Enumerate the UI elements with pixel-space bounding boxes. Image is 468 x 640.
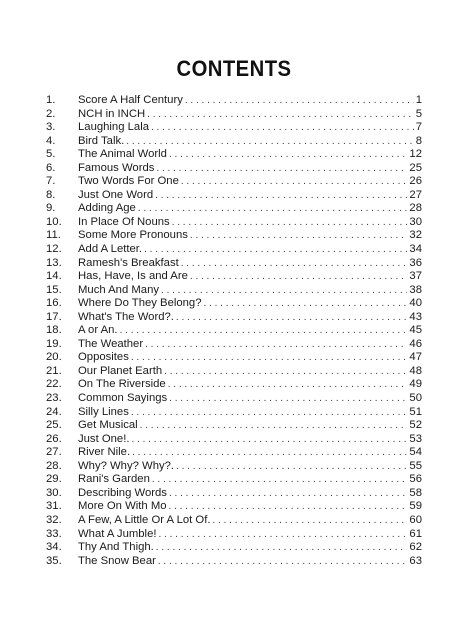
toc-entry-page-number: 1 (415, 94, 422, 106)
toc-entry-number: 16. (46, 297, 62, 310)
dot-leader (181, 257, 408, 271)
toc-entry-number: 10. (46, 215, 62, 228)
toc-entry-page-number: 37 (409, 270, 422, 283)
toc-entry-page-number: 58 (409, 486, 422, 499)
dot-leader (131, 406, 408, 420)
toc-entry-number: 20. (46, 351, 62, 364)
toc-entry-page-number: 28 (409, 202, 422, 215)
toc-entry-page-number: 27 (409, 188, 422, 201)
toc-entry-title: Bird Talk. (78, 134, 125, 147)
dot-leader (190, 270, 408, 284)
toc-entry-title: Common Sayings (78, 392, 168, 405)
toc-entry-page-number: 52 (409, 419, 422, 432)
toc-entry-title: Famous Words (78, 161, 155, 174)
toc-entry-page-number: 25 (409, 161, 422, 174)
toc-entry-page-number: 50 (409, 392, 422, 405)
toc-entry-page-number: 26 (409, 175, 422, 188)
toc-entry-page-number: 5 (415, 107, 422, 120)
toc-entry-title: Describing Words (78, 486, 167, 499)
dot-leader (152, 473, 408, 487)
toc-entry-title: What's The Word?. (78, 310, 174, 323)
toc-entry (46, 487, 422, 501)
toc-entry (46, 406, 422, 420)
toc-entry-page-number: 59 (409, 500, 422, 513)
dot-leader (156, 541, 408, 555)
toc-entry-number: 28. (46, 459, 62, 472)
toc-entry-title: The Animal World (78, 148, 167, 161)
toc-entry-number: 31. (46, 500, 62, 513)
toc-entry-number: 9. (46, 202, 56, 215)
toc-entry-page-number: 47 (409, 351, 422, 364)
dot-leader (138, 202, 408, 216)
toc-entry-number: 4. (46, 134, 56, 147)
dot-leader (126, 135, 413, 149)
toc-entry-title: A Few, A Little Or A Lot Of. (78, 513, 211, 526)
toc-entry-title: Just One Word (78, 188, 154, 201)
toc-entry (46, 433, 422, 447)
toc-entry-title: Much And Many (78, 283, 160, 296)
toc-entry (46, 324, 422, 338)
toc-entry-page-number: 54 (409, 446, 422, 459)
toc-entry (46, 229, 422, 243)
toc-entry-title: Rani's Garden (78, 473, 150, 486)
toc-entry-title: Add A Letter. (78, 243, 143, 256)
toc-entry-page-number: 12 (409, 148, 422, 161)
toc-entry-page-number: 56 (409, 473, 422, 486)
table-of-contents (46, 94, 422, 568)
toc-entry-page-number: 8 (415, 134, 422, 147)
toc-entry-page-number: 38 (409, 283, 422, 296)
toc-entry (46, 121, 422, 135)
dot-leader (131, 351, 408, 365)
toc-entry-title: Our Planet Earth (78, 364, 163, 377)
dot-leader (144, 243, 407, 257)
toc-entry-number: 15. (46, 283, 62, 296)
toc-entry-title: Silly Lines (78, 405, 129, 418)
toc-entry-page-number: 46 (409, 337, 422, 350)
dot-leader (172, 216, 408, 230)
toc-entry-title: Has, Have, Is and Are (78, 270, 188, 283)
toc-entry-number: 1. (46, 94, 56, 106)
toc-entry-number: 34. (46, 541, 62, 554)
toc-entry-number: 13. (46, 256, 62, 269)
toc-entry-number: 7. (46, 175, 56, 188)
toc-entry (46, 541, 422, 555)
dot-leader (158, 555, 408, 569)
toc-entry-title: Score A Half Century (78, 94, 183, 106)
toc-entry-number: 24. (46, 405, 62, 418)
toc-entry (46, 175, 422, 189)
toc-entry (46, 460, 422, 474)
toc-entry (46, 446, 422, 460)
toc-entry-number: 11. (46, 229, 61, 242)
toc-entry (46, 555, 422, 569)
toc-entry-number: 23. (46, 392, 62, 405)
dot-leader (169, 500, 408, 514)
toc-entry-page-number: 7 (415, 121, 422, 134)
toc-entry-title: On The Riverside (78, 378, 166, 391)
toc-entry (46, 365, 422, 379)
toc-entry-number: 18. (46, 324, 62, 337)
toc-entry-number: 29. (46, 473, 62, 486)
dot-leader (132, 433, 408, 447)
dot-leader (140, 419, 408, 433)
toc-entry-title: The Snow Bear (78, 554, 156, 567)
toc-entry (46, 243, 422, 257)
toc-entry-title: Where Do They Belong? (78, 297, 202, 310)
toc-entry-title: Thy And Thigh. (78, 541, 154, 554)
toc-entry-title: Ramesh's Breakfast (78, 256, 179, 269)
toc-entry (46, 419, 422, 433)
toc-entry-title: More On With Mo (78, 500, 167, 513)
toc-entry-title: Why? Why? Why?. (78, 459, 175, 472)
toc-entry-number: 8. (46, 188, 56, 201)
toc-entry-title: Adding Age (78, 202, 136, 215)
toc-entry (46, 500, 422, 514)
toc-entry-number: 30. (46, 486, 62, 499)
toc-entry-title: Laughing Lala (78, 121, 149, 134)
toc-entry-page-number: 48 (409, 364, 422, 377)
toc-entry-number: 19. (46, 337, 62, 350)
toc-entry-title: The Weather (78, 337, 144, 350)
toc-entry-page-number: 62 (409, 541, 422, 554)
dot-leader (176, 460, 407, 474)
toc-entry-page-number: 53 (409, 432, 422, 445)
toc-entry-number: 14. (46, 270, 62, 283)
toc-entry (46, 108, 422, 122)
toc-entry-number: 26. (46, 432, 62, 445)
toc-entry-number: 21. (46, 364, 62, 377)
toc-entry-title: Some More Pronouns (78, 229, 188, 242)
dot-leader (120, 324, 408, 338)
dot-leader (159, 528, 408, 542)
toc-entry-title: Get Musical (78, 419, 138, 432)
dot-leader (161, 284, 407, 298)
toc-entry (46, 351, 422, 365)
toc-entry (46, 284, 422, 298)
dot-leader (169, 392, 407, 406)
dot-leader (176, 311, 408, 325)
toc-entry-number: 32. (46, 513, 62, 526)
toc-entry-page-number: 61 (409, 527, 422, 540)
toc-entry-number: 22. (46, 378, 62, 391)
toc-entry (46, 270, 422, 284)
toc-entry (46, 473, 422, 487)
toc-entry-title: Two Words For One (78, 175, 179, 188)
toc-entry (46, 189, 422, 203)
toc-entry-page-number: 43 (409, 310, 422, 323)
toc-entry (46, 148, 422, 162)
toc-entry-title: A or An. (78, 324, 118, 337)
dot-leader (156, 162, 407, 176)
toc-entry (46, 514, 422, 528)
toc-entry-title: Opposites (78, 351, 129, 364)
toc-entry-title: Just One!. (78, 432, 130, 445)
toc-entry-number: 2. (46, 107, 56, 120)
toc-entry-page-number: 45 (409, 324, 422, 337)
toc-entry-number: 17. (46, 310, 62, 323)
toc-entry-number: 35. (46, 554, 62, 567)
toc-entry-page-number: 40 (409, 297, 422, 310)
toc-entry (46, 162, 422, 176)
dot-leader (132, 446, 407, 460)
dot-leader (181, 175, 408, 189)
toc-entry (46, 338, 422, 352)
dot-leader (164, 365, 407, 379)
dot-leader (185, 94, 414, 108)
dot-leader (155, 189, 407, 203)
dot-leader (213, 514, 408, 528)
toc-entry-title: NCH in INCH (78, 107, 146, 120)
dot-leader (151, 121, 414, 135)
toc-entry-page-number: 34 (409, 243, 422, 256)
dot-leader (204, 297, 408, 311)
toc-entry-number: 33. (46, 527, 62, 540)
toc-entry-number: 25. (46, 419, 62, 432)
toc-entry (46, 202, 422, 216)
toc-entry-title: River Nile. (78, 446, 131, 459)
dot-leader (169, 487, 407, 501)
toc-entry-page-number: 32 (409, 229, 422, 242)
dot-leader (147, 108, 414, 122)
toc-entry (46, 528, 422, 542)
toc-entry-page-number: 36 (409, 256, 422, 269)
toc-entry-number: 5. (46, 148, 56, 161)
toc-entry-page-number: 51 (409, 405, 422, 418)
toc-entry-page-number: 60 (409, 513, 422, 526)
dot-leader (169, 148, 407, 162)
toc-entry-title: In Place Of Nouns (78, 215, 170, 228)
toc-entry (46, 135, 422, 149)
toc-entry-number: 12. (46, 243, 62, 256)
toc-entry-number: 6. (46, 161, 56, 174)
page-title: CONTENTS (176, 56, 292, 81)
dot-leader (168, 378, 408, 392)
toc-entry (46, 392, 422, 406)
toc-entry (46, 311, 422, 325)
toc-entry-page-number: 49 (409, 378, 422, 391)
toc-entry-title: What A Jumble! (78, 527, 157, 540)
toc-entry-page-number: 30 (409, 215, 422, 228)
toc-entry (46, 94, 422, 108)
toc-entry-page-number: 55 (409, 459, 422, 472)
toc-entry-page-number: 63 (409, 554, 422, 567)
toc-entry (46, 216, 422, 230)
toc-entry-number: 27. (46, 446, 62, 459)
toc-entry-number: 3. (46, 121, 56, 134)
toc-entry (46, 257, 422, 271)
toc-entry (46, 378, 422, 392)
toc-entry (46, 297, 422, 311)
dot-leader (145, 338, 407, 352)
dot-leader (190, 229, 408, 243)
